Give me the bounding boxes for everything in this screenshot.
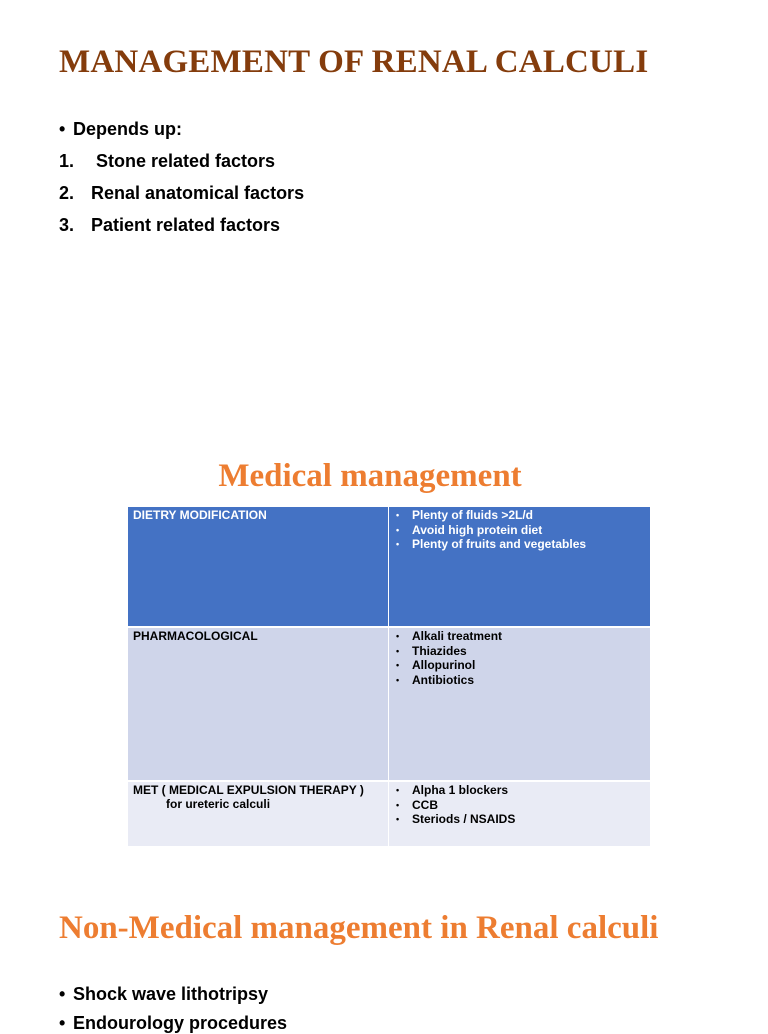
list-item: • Thiazides	[394, 644, 645, 659]
bullet-icon: •	[59, 119, 66, 139]
non-medical-bullet-text: Shock wave lithotripsy	[73, 984, 269, 1004]
medical-management-table	[128, 507, 651, 846]
category-label: MET ( MEDICAL EXPULSION THERAPY )	[133, 783, 364, 797]
item-list	[394, 783, 645, 827]
intro-lead	[59, 119, 182, 140]
item-list	[394, 629, 645, 687]
list-item: • Steriods / NSAIDS	[394, 812, 645, 827]
intro-item	[59, 215, 280, 236]
intro-item-number: 1.	[59, 151, 75, 171]
list-item: • Alpha 1 blockers	[394, 783, 645, 798]
item-list	[394, 508, 645, 552]
table-cell-category	[128, 627, 389, 781]
table-cell-category	[128, 507, 389, 627]
intro-item-text: Stone related factors	[91, 151, 276, 171]
list-item: • Alkali treatment	[394, 629, 645, 644]
list-item: • Antibiotics	[394, 673, 645, 688]
non-medical-bullet	[59, 984, 268, 1005]
table-cell-category	[128, 781, 389, 846]
non-medical-management-heading: Non-Medical management in Renal calculi	[59, 910, 659, 946]
category-label: PHARMACOLOGICAL	[133, 629, 258, 643]
medical-management-heading: Medical management	[218, 458, 522, 494]
table-cell-items	[389, 627, 651, 781]
bullet-icon: •	[59, 984, 66, 1004]
intro-item	[59, 183, 304, 204]
intro-item-number: 3.	[59, 215, 75, 235]
category-label: DIETRY MODIFICATION	[133, 508, 267, 522]
bullet-icon: •	[59, 1013, 66, 1033]
page-title: MANAGEMENT OF RENAL CALCULI	[59, 44, 649, 80]
non-medical-bullet-text: Endourology procedures	[73, 1013, 288, 1033]
table-row	[128, 627, 651, 781]
category-sublabel: for ureteric calculi	[166, 797, 271, 811]
list-item: • CCB	[394, 798, 645, 813]
table-cell-items	[389, 781, 651, 846]
list-item: • Plenty of fluids >2L/d	[394, 508, 645, 523]
intro-item	[59, 151, 275, 172]
list-item: • Avoid high protein diet	[394, 523, 645, 538]
intro-item-text: Patient related factors	[91, 215, 281, 235]
intro-item-number: 2.	[59, 183, 75, 203]
table-cell-items	[389, 507, 651, 627]
list-item: • Plenty of fruits and vegetables	[394, 537, 645, 552]
list-item: • Allopurinol	[394, 658, 645, 673]
table-row	[128, 781, 651, 846]
intro-item-text: Renal anatomical factors	[91, 183, 305, 203]
table-row	[128, 507, 651, 627]
intro-lead-text: Depends up:	[73, 119, 183, 139]
